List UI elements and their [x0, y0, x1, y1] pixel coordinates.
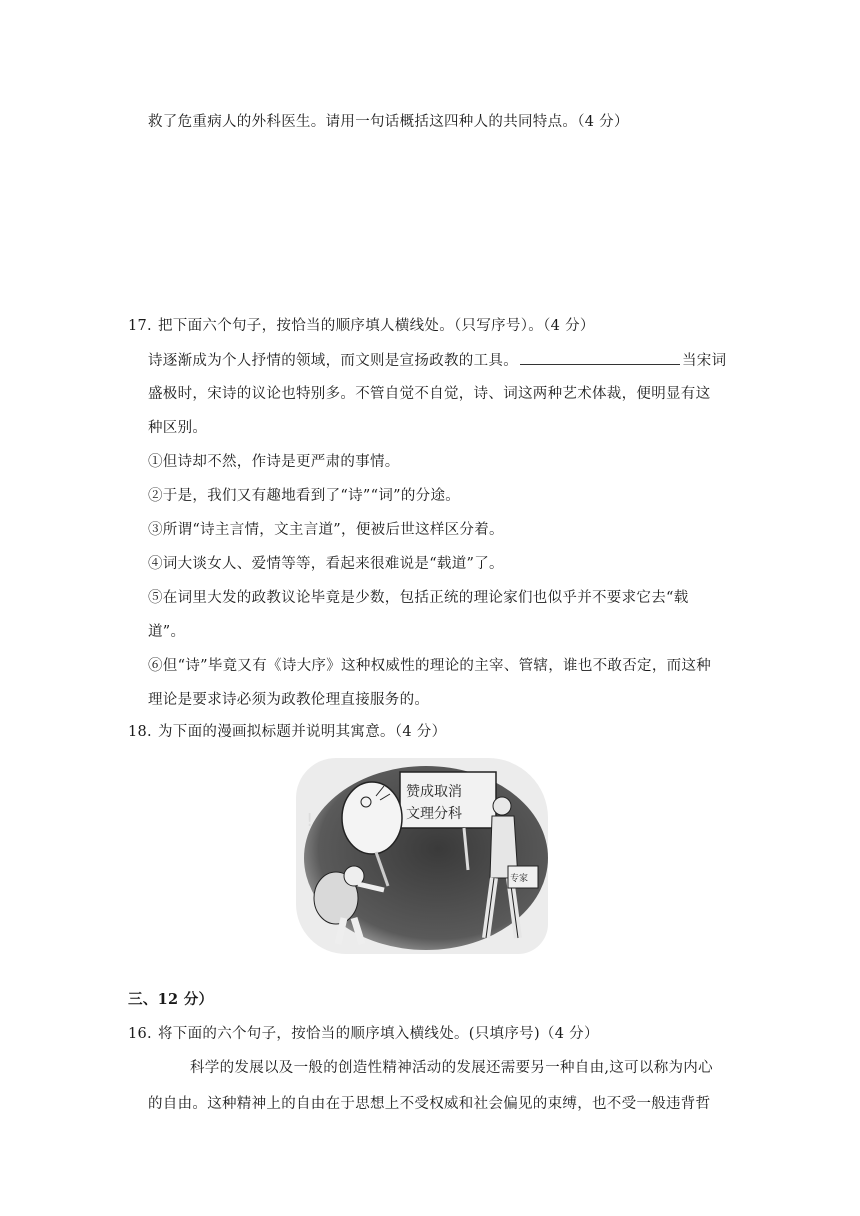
- question-number: 16.: [128, 1026, 152, 1042]
- answer-blank[interactable]: [520, 350, 680, 365]
- sign-text-line-1: 赞成取消: [406, 784, 462, 800]
- passage-line-1: [148, 350, 726, 371]
- question-18-header: [128, 722, 446, 742]
- cartoon-image: [296, 758, 548, 954]
- passage-text: 诗逐渐成为个人抒情的领域，而文则是宣扬政教的工具。: [148, 353, 518, 369]
- question-16-header: [128, 1024, 599, 1044]
- question-prompt: 把下面六个句子，按恰当的顺序填人横线处。（只写序号）。（4 分）: [158, 318, 595, 334]
- question-17-header: [128, 316, 595, 336]
- question-number: 18.: [128, 724, 152, 740]
- svg-text:!: !: [306, 810, 314, 831]
- q16-passage-line-2: 的自由。这种精神上的自由在于思想上不受权威和社会偏见的束缚，也不受一般违背哲: [148, 1096, 711, 1112]
- question-prompt: 将下面的六个句子，按恰当的顺序填入横线处。(只填序号)（4 分）: [158, 1026, 599, 1042]
- option-5-line-2: 道”。: [148, 624, 186, 640]
- option-2: ②于是，我们又有趣地看到了“诗”“词”的分途。: [148, 488, 461, 504]
- option-4: ④词大谈女人、爱情等等，看起来很难说是“载道”了。: [148, 556, 504, 572]
- passage-text: 当宋词: [682, 353, 727, 369]
- option-6-line-2: 理论是要求诗必须为政教伦理直接服务的。: [148, 692, 430, 708]
- option-6-line-1: ⑥但“诗”毕竟又有《诗大序》这种权威性的理论的主宰、管辖，谁也不敢否定，而这种: [148, 658, 712, 674]
- question-intro-tail: 救了危重病人的外科医生。请用一句话概括这四种人的共同特点。（4 分）: [148, 114, 629, 130]
- sign-text-line-2: 文理分科: [406, 806, 462, 822]
- bag-label: 专家: [510, 874, 529, 884]
- question-prompt: 为下面的漫画拟标题并说明其寓意。（4 分）: [158, 724, 447, 740]
- passage-line-3: 种区别。: [148, 420, 208, 436]
- section-3-heading: 三、12 分）: [128, 991, 214, 1008]
- option-1: ①但诗却不然，作诗是更严肃的事情。: [148, 454, 400, 470]
- option-3: ③所谓“诗主言情，文主言道”，便被后世这样区分着。: [148, 522, 504, 538]
- option-5-line-1: ⑤在词里大发的政教议论毕竟是少数，包括正统的理论家们也似乎并不要求它去“载: [148, 590, 689, 606]
- passage-line-2: 盛极时，宋诗的议论也特别多。不管自觉不自觉，诗、词这两种艺术体裁，便明显有这: [148, 386, 711, 402]
- q16-passage-line-1: 科学的发展以及一般的创造性精神活动的发展还需要另一种自由,这可以称为内心: [190, 1060, 713, 1076]
- cartoon-drawing: [296, 758, 548, 954]
- question-number: 17.: [128, 318, 152, 334]
